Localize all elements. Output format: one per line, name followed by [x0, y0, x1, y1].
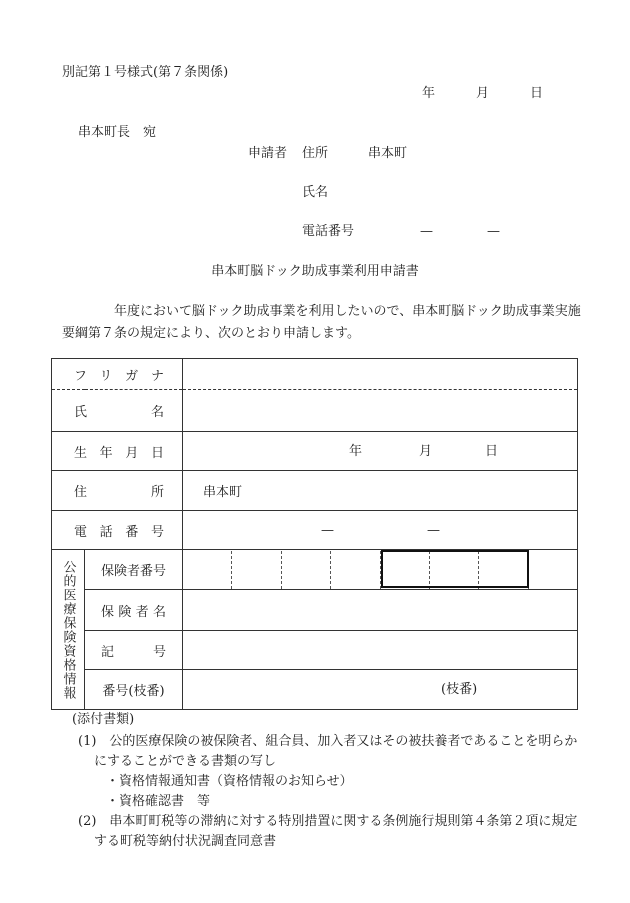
- birth-year-label: 年: [349, 444, 363, 459]
- document-title: 串本町脳ドック助成事業利用申請書: [211, 264, 419, 279]
- address-label: 住所: [52, 471, 183, 511]
- highlighted-digit-group: [381, 550, 529, 588]
- phone-field[interactable]: [183, 511, 578, 550]
- form-number: 別記第１号様式(第７条関係): [62, 65, 229, 80]
- digit-cell[interactable]: [331, 551, 380, 589]
- birth-month-label: 月: [419, 444, 433, 459]
- address-field[interactable]: [183, 471, 578, 511]
- applicant-address-label: 住所: [302, 146, 329, 161]
- symbol-field[interactable]: [183, 631, 578, 670]
- birth-day-label: 日: [485, 444, 499, 459]
- date-year-label: 年: [422, 86, 436, 101]
- birthdate-field[interactable]: [183, 432, 578, 471]
- birthdate-label: 生年月日: [52, 432, 183, 471]
- address-value: 串本町: [203, 485, 243, 500]
- applicant-phone-label: 電話番号: [302, 224, 355, 239]
- digit-cell[interactable]: [282, 551, 331, 589]
- application-table: [51, 358, 578, 710]
- applicant-address-value: 串本町: [368, 146, 408, 161]
- date-month-label: 月: [476, 86, 490, 101]
- applicant-phone-dash-1: —: [420, 224, 433, 239]
- attachment-item-1-sub-1: ・資格情報通知書（資格情報のお知らせ）: [106, 774, 353, 789]
- insurer-name-field[interactable]: [183, 590, 578, 631]
- date-day-label: 日: [530, 86, 544, 101]
- attachment-item-1: (1) 公的医療保険の被保険者、組合員、加入者又はその被扶養者であることを明らかにすることができる書類の写し: [78, 734, 578, 769]
- addressee: 串本町長 宛: [78, 125, 157, 140]
- name-field[interactable]: [183, 390, 578, 432]
- applicant-label: 申請者: [248, 146, 288, 161]
- attachments-heading: (添付書類): [72, 712, 135, 727]
- attachment-item-2: (2) 串本町町税等の滞納に対する特別措置に関する条例施行規則第４条第２項に規定する町税等納付状況調査同意書: [78, 814, 578, 849]
- digit-cell[interactable]: [232, 551, 281, 589]
- furigana-field[interactable]: [183, 359, 578, 390]
- number-label: 番号(枝番): [85, 670, 183, 710]
- digit-cell[interactable]: [183, 551, 232, 589]
- name-label: 氏名: [52, 390, 183, 432]
- insurance-group-cell: [52, 550, 85, 710]
- insurance-group-label: 公的医療保険資格情報: [60, 559, 76, 700]
- insurer-number-field[interactable]: [183, 550, 578, 590]
- branch-label: (枝番): [441, 682, 478, 697]
- furigana-label: フリガナ: [52, 359, 183, 390]
- insurer-name-label: 保険者名: [85, 590, 183, 631]
- symbol-label: 記号: [85, 631, 183, 670]
- number-field[interactable]: [183, 670, 578, 710]
- applicant-phone-dash-2: —: [487, 224, 500, 239]
- phone-dash-2: —: [427, 523, 441, 538]
- phone-label: 電話番号: [52, 511, 183, 550]
- insurer-number-label: 保険者番号: [85, 550, 183, 590]
- phone-dash-1: —: [321, 523, 335, 538]
- attachment-item-1-sub-2: ・資格確認書 等: [106, 794, 211, 809]
- applicant-name-label: 氏名: [302, 185, 329, 200]
- digit-cell[interactable]: [529, 551, 577, 589]
- intro-paragraph: 年度において脳ドック助成事業を利用したいので、串本町脳ドック助成事業実施要綱第７条の規定により、次のとおり申請します。: [62, 304, 581, 341]
